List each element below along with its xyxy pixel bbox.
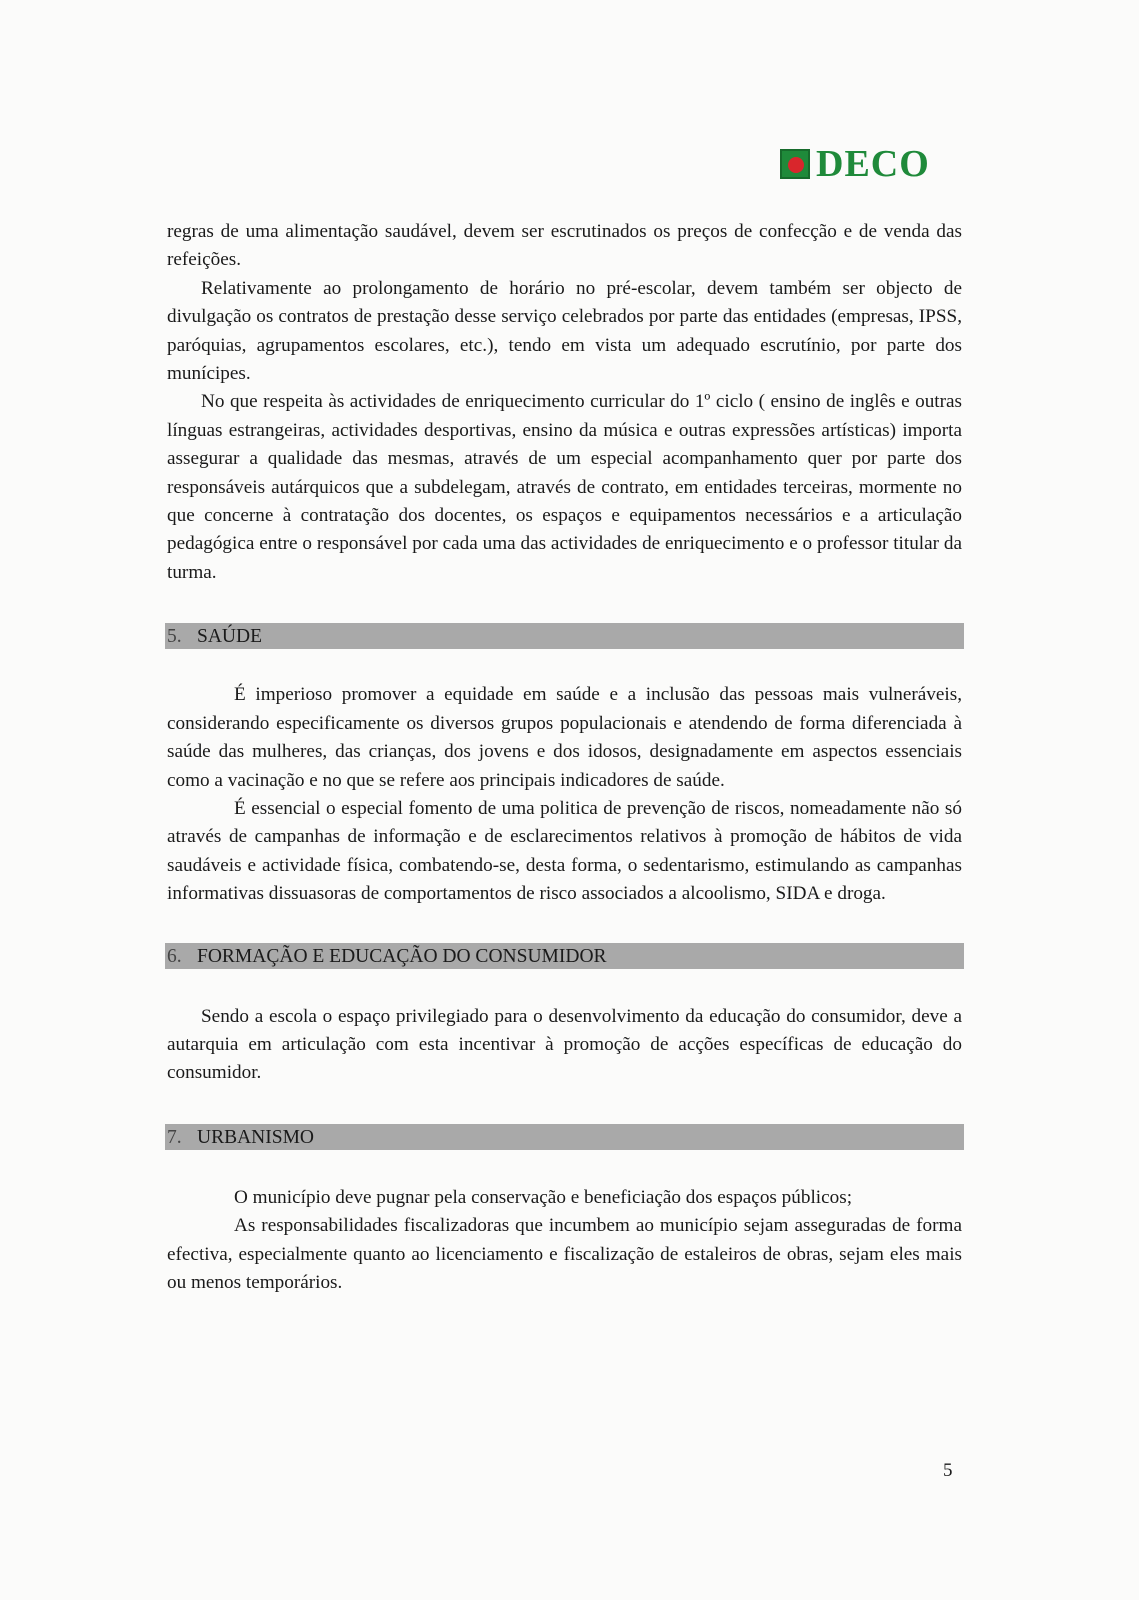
section-title: FORMAÇÃO E EDUCAÇÃO DO CONSUMIDOR <box>197 945 607 967</box>
page-number: 5 <box>943 1460 953 1481</box>
paragraph: As responsabilidades fiscalizadoras que incumbem ao município sejam asseguradas de forma efectiva, especialmente quanto ao licenciamento e fiscalização de estaleiros de obras, sejam eles mais ou menos temporários. <box>167 1215 962 1293</box>
section-title: SAÚDE <box>197 626 263 648</box>
paragraph: O município deve pugnar pela conservação e beneficiação dos espaços públicos; <box>234 1186 853 1208</box>
deco-logo-icon <box>780 149 810 179</box>
paragraph: É imperioso promover a equidade em saúde e a inclusão das pessoas mais vulneráveis, considerando especificamente os diversos grupos populacionais e atendendo de forma diferenciada à saúde das mulheres, das crianças, dos jovens e dos idosos, designadamente em aspectos essenciais como a vacinação e no que se refere aos principais indicadores de saúde. <box>167 684 962 791</box>
paragraph: No que respeita às actividades de enriquecimento curricular do 1º ciclo ( ensino de inglês e outras línguas estrangeiras, actividades desportivas, ensino da música e outras expressões artísticas) importa assegurar a qualidade das mesmas, através de um especial acompanhamento quer por parte dos responsáveis autárquicos que a subdelegam, através de contrato, em entidades terceiras, mormente no que concerne à contratação dos docentes, os espaços e equipamentos necessários e a articulação pedagógica entre o responsável por cada uma das actividades de enriquecimento e o professor titular da turma. <box>167 391 962 583</box>
section-number: 6. <box>167 945 182 967</box>
deco-logo <box>780 145 930 183</box>
section-heading-urbanismo <box>165 1124 964 1150</box>
section-number: 7. <box>167 1126 182 1148</box>
section-title: URBANISMO <box>197 1126 315 1148</box>
deco-logo-text: DECO <box>816 143 930 185</box>
paragraph: Relativamente ao prolongamento de horário no pré-escolar, devem também ser objecto de divulgação os contratos de prestação desse serviço celebrados por parte das entidades (empresas, IPSS, paróquias, agrupamentos escolares, etc.), tendo em vista um adequado escrutínio, por parte dos munícipes. <box>167 277 962 385</box>
paragraph: Sendo a escola o espaço privilegiado para o desenvolvimento da educação do consumidor, deve a autarquia em articulação com esta incentivar à promoção de acções específicas de educação do consumidor. <box>167 1005 962 1084</box>
paragraph: regras de uma alimentação saudável, devem ser escrutinados os preços de confecção e de venda das refeições. <box>167 221 962 271</box>
section-heading-formacao <box>165 943 964 969</box>
section-heading-saude <box>165 623 964 649</box>
paragraph: É essencial o especial fomento de uma politica de prevenção de riscos, nomeadamente não só através de campanhas de informação e de esclarecimentos relativos à promoção de hábitos de vida saudáveis e actividade física, combatendo-se, desta forma, o sedentarismo, estimulando as campanhas informativas dissuasoras de comportamentos de risco associados a alcoolismo, SIDA e droga. <box>167 797 962 905</box>
document-body <box>167 218 962 1297</box>
section-number: 5. <box>167 626 182 648</box>
